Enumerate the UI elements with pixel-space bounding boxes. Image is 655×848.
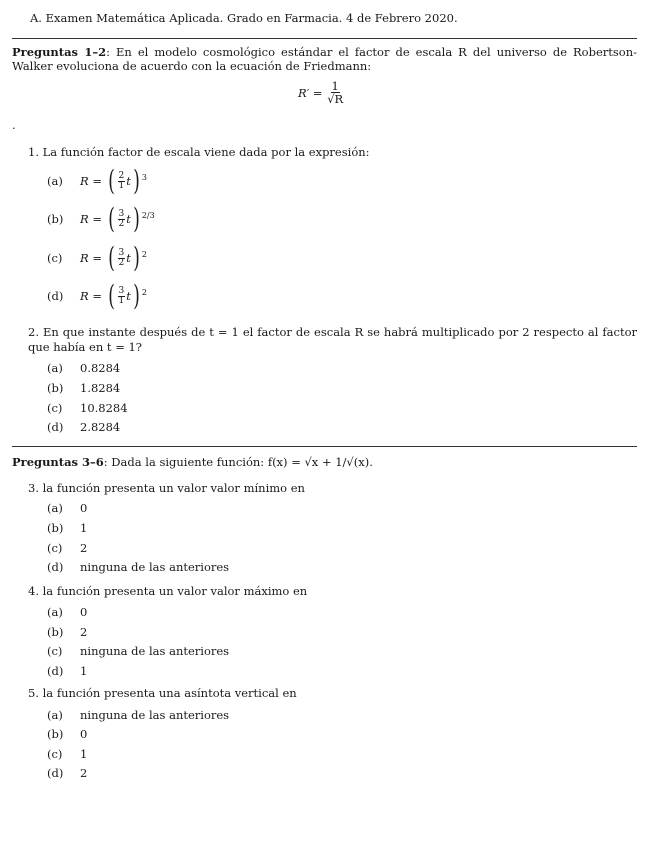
frac-den: 2	[118, 218, 125, 229]
frac-num: 2	[118, 170, 125, 181]
q1-option-c[interactable]: (c) R = ( $\frac{3}{2}$ t ) 2	[47, 241, 147, 274]
q2-option-d[interactable]	[47, 420, 120, 434]
option-label: (c)	[47, 401, 63, 415]
option-value: ninguna de las anteriores	[80, 644, 230, 658]
q2-option-c[interactable]	[47, 401, 128, 415]
expr-lhs: R =	[80, 251, 102, 265]
option-value: 10.8284	[80, 401, 128, 415]
option-value: 1	[80, 521, 88, 535]
expr-var: t	[126, 174, 131, 188]
option-label: (a)	[47, 174, 63, 188]
frac-den: 2	[118, 257, 125, 268]
frac-den: 1	[118, 295, 125, 306]
expr-lhs: R =	[80, 174, 102, 188]
q3-option-d[interactable]	[47, 560, 229, 574]
equation-denominator: √R	[327, 92, 344, 106]
option-label: (d)	[47, 664, 64, 678]
option-label: (a)	[47, 501, 63, 515]
frac-den: 1	[118, 180, 125, 191]
q5-option-b[interactable]	[47, 727, 87, 741]
equation-lhs: R′ =	[298, 85, 323, 100]
option-label: (b)	[47, 727, 64, 741]
option-value: 0.8284	[80, 361, 121, 375]
section2-text: : Dada la siguiente función: f(x) = √x + 1/√(x).	[103, 455, 373, 469]
option-value: 1.8284	[80, 381, 121, 395]
option-label: (d)	[47, 420, 64, 434]
frac-num: 3	[118, 247, 125, 258]
expr-exponent: 2	[141, 249, 147, 259]
q3-option-c[interactable]	[47, 541, 87, 555]
option-value: 2	[80, 541, 88, 555]
expr-lhs: R =	[80, 212, 102, 226]
question-3: 3. la función presenta un valor valor mínimo en	[28, 481, 305, 495]
section-divider	[12, 446, 637, 447]
q1-option-b[interactable]: (b) R = ( $\frac{3}{2}$ t ) 2/3	[47, 202, 155, 235]
expr-lhs: R =	[80, 289, 102, 303]
q2-option-a[interactable]	[47, 361, 120, 375]
option-value: ninguna de las anteriores	[80, 560, 230, 574]
option-label: (c)	[47, 644, 63, 658]
equation-numerator: 1	[331, 79, 339, 93]
option-value: 1	[80, 747, 88, 761]
option-value: ninguna de las anteriores	[80, 708, 230, 722]
option-value: 0	[80, 605, 88, 619]
expr-exponent: 3	[141, 172, 147, 182]
q4-option-d[interactable]	[47, 664, 87, 678]
q5-option-c[interactable]	[47, 747, 87, 761]
friedmann-equation	[298, 80, 344, 105]
option-label: (c)	[47, 251, 63, 265]
exam-header: A. Examen Matemática Aplicada. Grado en Farmacia. 4 de Febrero 2020.	[30, 11, 458, 25]
q5-option-d[interactable]	[47, 766, 87, 780]
question-2: 2. En que instante después de t = 1 el factor de escala R se habrá multiplicado por 2 respecto al factor que había en t = 1?	[28, 325, 637, 354]
option-label: (b)	[47, 381, 64, 395]
frac-num: 3	[118, 285, 125, 296]
expr-var: t	[126, 251, 131, 265]
question-5: 5. la función presenta una asíntota vertical en	[28, 686, 297, 700]
option-label: (d)	[47, 766, 64, 780]
option-value: 0	[80, 727, 88, 741]
section2-intro	[12, 455, 637, 469]
option-label: (c)	[47, 541, 63, 555]
q1-option-a[interactable]: (a) R = ( $\frac{2}{1}$ t ) 3	[47, 164, 147, 197]
option-label: (d)	[47, 560, 64, 574]
q2-option-b[interactable]	[47, 381, 120, 395]
option-label: (b)	[47, 212, 64, 226]
stray-dot: .	[12, 118, 16, 132]
q5-option-a[interactable]	[47, 708, 229, 722]
expr-var: t	[126, 212, 131, 226]
question-4: 4. la función presenta un valor valor máximo en	[28, 584, 308, 598]
q4-option-b[interactable]	[47, 625, 87, 639]
option-label: (a)	[47, 605, 63, 619]
q1-option-d[interactable]: (d) R = ( $\frac{3}{1}$ t ) 2	[47, 279, 147, 312]
q3-option-b[interactable]	[47, 521, 87, 535]
question-1: 1. La función factor de escala viene dada por la expresión:	[28, 145, 370, 159]
option-value: 2.8284	[80, 420, 121, 434]
section2-label: Preguntas 3–6	[12, 455, 104, 469]
option-value: 2	[80, 625, 88, 639]
option-value: 0	[80, 501, 88, 515]
option-label: (c)	[47, 747, 63, 761]
option-value: 2	[80, 766, 88, 780]
option-label: (b)	[47, 521, 64, 535]
expr-var: t	[126, 289, 131, 303]
section1-intro	[12, 45, 637, 73]
q4-option-c[interactable]	[47, 644, 229, 658]
q4-option-a[interactable]	[47, 605, 87, 619]
option-label: (a)	[47, 361, 63, 375]
q3-option-a[interactable]	[47, 501, 87, 515]
frac-num: 3	[118, 208, 125, 219]
option-label: (b)	[47, 625, 64, 639]
option-label: (d)	[47, 289, 64, 303]
section-divider	[12, 38, 637, 39]
expr-exponent: 2/3	[141, 210, 155, 220]
option-label: (a)	[47, 708, 63, 722]
section1-text: : En el modelo cosmológico estándar el factor de escala R del universo de Robertson-Walker evoluciona de acuerdo con la ecuación de Friedmann:	[12, 45, 637, 73]
expr-exponent: 2	[141, 287, 147, 297]
section1-label: Preguntas 1–2	[12, 45, 107, 59]
option-value: 1	[80, 664, 88, 678]
